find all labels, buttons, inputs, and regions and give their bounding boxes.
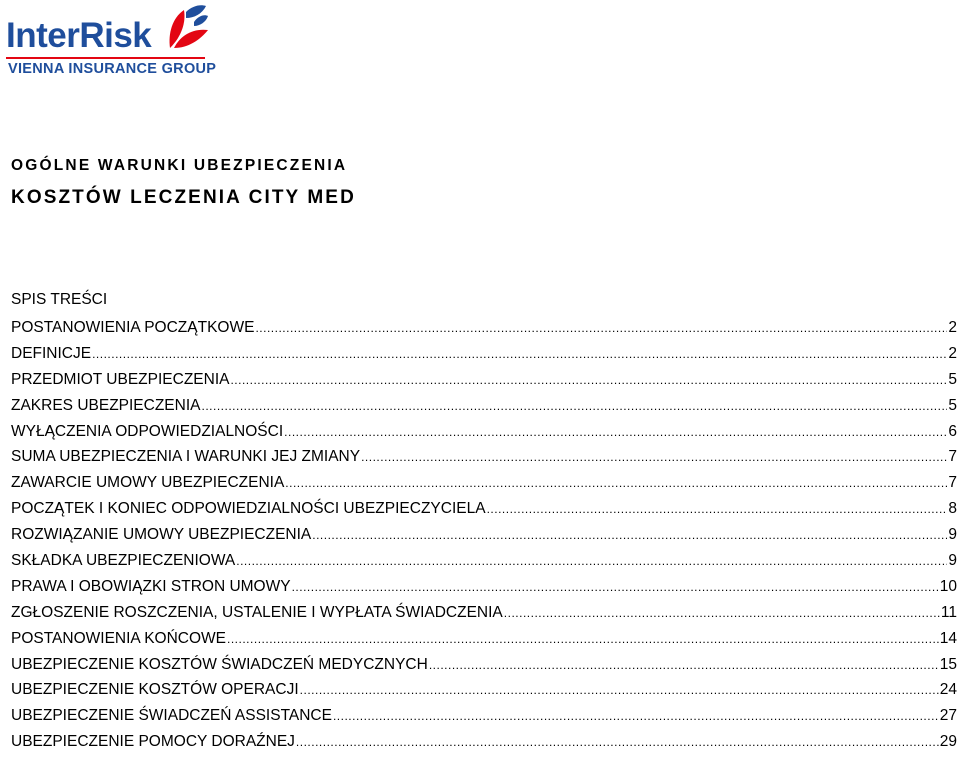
toc-entry[interactable] xyxy=(11,474,957,500)
toc-dot-leader xyxy=(292,580,939,594)
toc-entry-page: 6 xyxy=(948,422,957,440)
company-logo xyxy=(6,4,217,80)
toc-entry-label: DEFINICJE xyxy=(11,344,92,362)
toc-dot-leader xyxy=(300,683,939,697)
toc-entry-page: 2 xyxy=(948,344,957,362)
toc-dot-leader xyxy=(284,425,947,439)
toc-entry-label: SUMA UBEZPIECZENIA I WARUNKI JEJ ZMIANY xyxy=(11,448,361,466)
toc-entry[interactable] xyxy=(11,371,957,397)
toc-entry-label: UBEZPIECZENIE KOSZTÓW OPERACJI xyxy=(11,681,299,699)
toc-entry[interactable] xyxy=(11,733,957,759)
toc-dot-leader xyxy=(296,735,939,749)
toc-entry-page: 5 xyxy=(948,396,957,414)
toc-entry-page: 9 xyxy=(948,526,957,544)
toc-entry-page: 10 xyxy=(939,577,957,595)
toc-entry[interactable] xyxy=(11,319,957,345)
toc-entry-label: PRAWA I OBOWIĄZKI STRON UMOWY xyxy=(11,577,291,595)
toc-entry-page: 7 xyxy=(948,474,957,492)
toc-entry-page: 24 xyxy=(939,681,957,699)
toc-entry-page: 29 xyxy=(939,733,957,751)
toc-entry-page: 2 xyxy=(948,319,957,336)
toc-dot-leader xyxy=(333,709,939,723)
toc-entry[interactable] xyxy=(11,448,957,474)
toc-entry[interactable] xyxy=(11,423,957,449)
toc-dot-leader xyxy=(429,658,939,672)
toc-entry[interactable] xyxy=(11,345,957,371)
toc-dot-leader xyxy=(227,632,939,646)
logo-wordmark: InterRisk xyxy=(6,16,152,55)
toc-entry-label: SKŁADKA UBEZPIECZENIOWA xyxy=(11,552,236,570)
toc-dot-leader xyxy=(236,554,947,568)
toc-entry-label: ZGŁOSZENIE ROSZCZENIA, USTALENIE I WYPŁATA ŚWIADCZENIA xyxy=(11,603,503,621)
toc-heading: SPIS TREŚCI xyxy=(11,291,108,308)
toc-dot-leader xyxy=(92,347,947,361)
logo-subtitle: VIENNA INSURANCE GROUP xyxy=(8,61,217,77)
toc-entry-label: ZAWARCIE UMOWY UBEZPIECZENIA xyxy=(11,474,285,492)
toc-dot-leader xyxy=(201,399,947,413)
title-line-1: OGÓLNE WARUNKI UBEZPIECZENIA xyxy=(11,157,348,174)
toc-entry[interactable] xyxy=(11,681,957,707)
toc-entry-page: 7 xyxy=(948,448,957,466)
toc-dot-leader xyxy=(255,321,947,335)
logo-divider xyxy=(6,57,205,59)
toc-entry-label: POCZĄTEK I KONIEC ODPOWIEDZIALNOŚCI UBEZPIECZYCIELA xyxy=(11,500,486,518)
toc-entry-page: 11 xyxy=(940,603,957,621)
toc-dot-leader xyxy=(361,450,947,464)
toc-entry-page: 5 xyxy=(948,370,957,388)
document-title xyxy=(11,156,356,210)
toc-entry[interactable] xyxy=(11,656,957,682)
toc-dot-leader xyxy=(312,528,947,542)
toc-dot-leader xyxy=(504,606,940,620)
toc-entry[interactable] xyxy=(11,630,957,656)
toc-entry[interactable] xyxy=(11,500,957,526)
toc-entry-label: ROZWIĄZANIE UMOWY UBEZPIECZENIA xyxy=(11,526,312,544)
toc-entry-label: PRZEDMIOT UBEZPIECZENIA xyxy=(11,370,230,388)
toc-entry-label: UBEZPIECZENIE KOSZTÓW ŚWIADCZEŃ MEDYCZNYCH xyxy=(11,655,428,673)
table-of-contents xyxy=(11,319,957,759)
toc-entry-label: POSTANOWIENIA KOŃCOWE xyxy=(11,629,227,647)
toc-entry-page: 8 xyxy=(948,500,957,518)
toc-dot-leader xyxy=(285,476,947,490)
toc-entry-page: 27 xyxy=(939,707,957,725)
toc-entry-label: UBEZPIECZENIE POMOCY DORAŹNEJ xyxy=(11,733,295,751)
toc-entry[interactable] xyxy=(11,578,957,604)
toc-entry-page: 14 xyxy=(939,629,957,647)
toc-entry-page: 15 xyxy=(939,655,957,673)
toc-entry-label: UBEZPIECZENIE ŚWIADCZEŃ ASSISTANCE xyxy=(11,707,332,725)
toc-dot-leader xyxy=(230,373,947,387)
toc-entry[interactable] xyxy=(11,707,957,733)
toc-entry[interactable] xyxy=(11,552,957,578)
toc-entry-label: POSTANOWIENIA POCZĄTKOWE xyxy=(11,319,255,336)
toc-entry[interactable] xyxy=(11,604,957,630)
title-line-2: KOSZTÓW LECZENIA CITY MED xyxy=(11,187,356,208)
toc-entry-label: ZAKRES UBEZPIECZENIA xyxy=(11,396,201,414)
toc-entry[interactable] xyxy=(11,397,957,423)
toc-entry-label: WYŁĄCZENIA ODPOWIEDZIALNOŚCI xyxy=(11,422,284,440)
butterfly-logo-icon xyxy=(166,4,210,50)
toc-entry-page: 9 xyxy=(948,552,957,570)
toc-dot-leader xyxy=(487,502,948,516)
toc-entry[interactable] xyxy=(11,526,957,552)
